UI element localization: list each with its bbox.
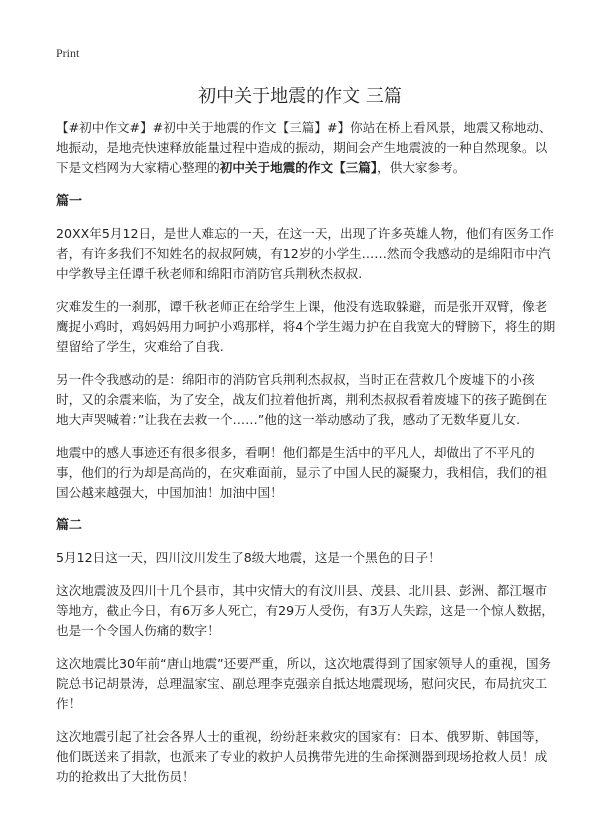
section-1-paragraph: 地震中的感人事迹还有很多很多，看啊！他们都是生活中的平凡人，却做出了不平凡的事，他们的行为却是高尚的，在灾难面前，显示了中国人民的凝聚力，我相信，我们的祖国公越来越强大，中国加油！加油中国！ (56, 445, 548, 500)
section-heading-1: 篇一 (56, 194, 83, 209)
section-2-paragraph: 这次地震比30年前“唐山地震”还要严重，所以，这次地震得到了国家领导人的重视，国务院总书记胡景涛，总理温家宝、副总理李克强亲自抵达地震现场，慰问灾民，布局抗灾工作！ (56, 656, 552, 711)
section-2-paragraph: 这次地震波及四川十几个县市，其中灾情大的有汶川县、茂县、北川县、彭洲、都江堰市等地方，截止今日，有6万多人死亡，有29万人受伤，有3万人失踪，这是一个惊人数据，也是一个令国人伤痛的数字！ (56, 583, 555, 638)
intro-paragraph (56, 118, 556, 178)
section-1-paragraph: 20XX年5月12日，是世人难忘的一天，在这一天，出现了许多英雄人物，他们有医务工作者，有许多我们不知姓名的叔叔阿姨，有12岁的小学生……然而令我感动的是绵阳市中汽中学教导主任谭千秋老师和绵阳市消防官兵荆秋杰叔叔. (56, 226, 555, 281)
section-heading-2: 篇二 (56, 518, 83, 533)
document-body (56, 118, 556, 800)
section-1-paragraph: 灾难发生的一刹那，谭千秋老师正在给学生上课，他没有选取躲避，而是张开双臂，像老鹰捉小鸡时，鸡妈妈用力呵护小鸡那样，将4个学生竭力护在自我宽大的臂膀下，将生的期望留给了学生，灾难给了自我. (56, 299, 556, 354)
print-link[interactable]: Print (56, 46, 80, 60)
intro-text-before: 【#初中作文#】#初中关于地震的作文【三篇】#】你站在桥上看风景，地震又称地动、地振动，是地壳快速释放能量过程中造成的振动，期间会产生地震波的一种自然现象。以下是文档网为大家精心整理的 (56, 120, 552, 175)
document-title: 初中关于地震的作文 三篇 (198, 86, 402, 107)
section-2-paragraph: 这次地震引起了社会各界人士的重视，纷纷赶来救灾的国家有：日本、俄罗斯、韩国等，他们既送来了捐款，也派来了专业的救护人员携带先进的生命探测器到现场抢救人员！成功的抢救出了大批伤员！ (56, 729, 548, 784)
intro-text-after: ，供大家参考。 (377, 160, 466, 175)
section-2-paragraph: 5月12日这一天，四川汶川发生了8级大地震，这是一个黑色的日子！ (56, 550, 441, 565)
section-1-paragraph: 另一件令我感动的是：绵阳市的消防官兵荆利杰叔叔，当时正在营救几个废墟下的小孩时，又的余震来临，为了安全，战友们拉着他折离，荆利杰叔叔看着废墟下的孩子跪倒在地大声哭喊着：”让我在去救一个……”他的这一举动感动了我，感动了无数华夏儿女. (56, 372, 548, 427)
intro-bold-title: 初中关于地震的作文【三篇】 (219, 160, 378, 175)
